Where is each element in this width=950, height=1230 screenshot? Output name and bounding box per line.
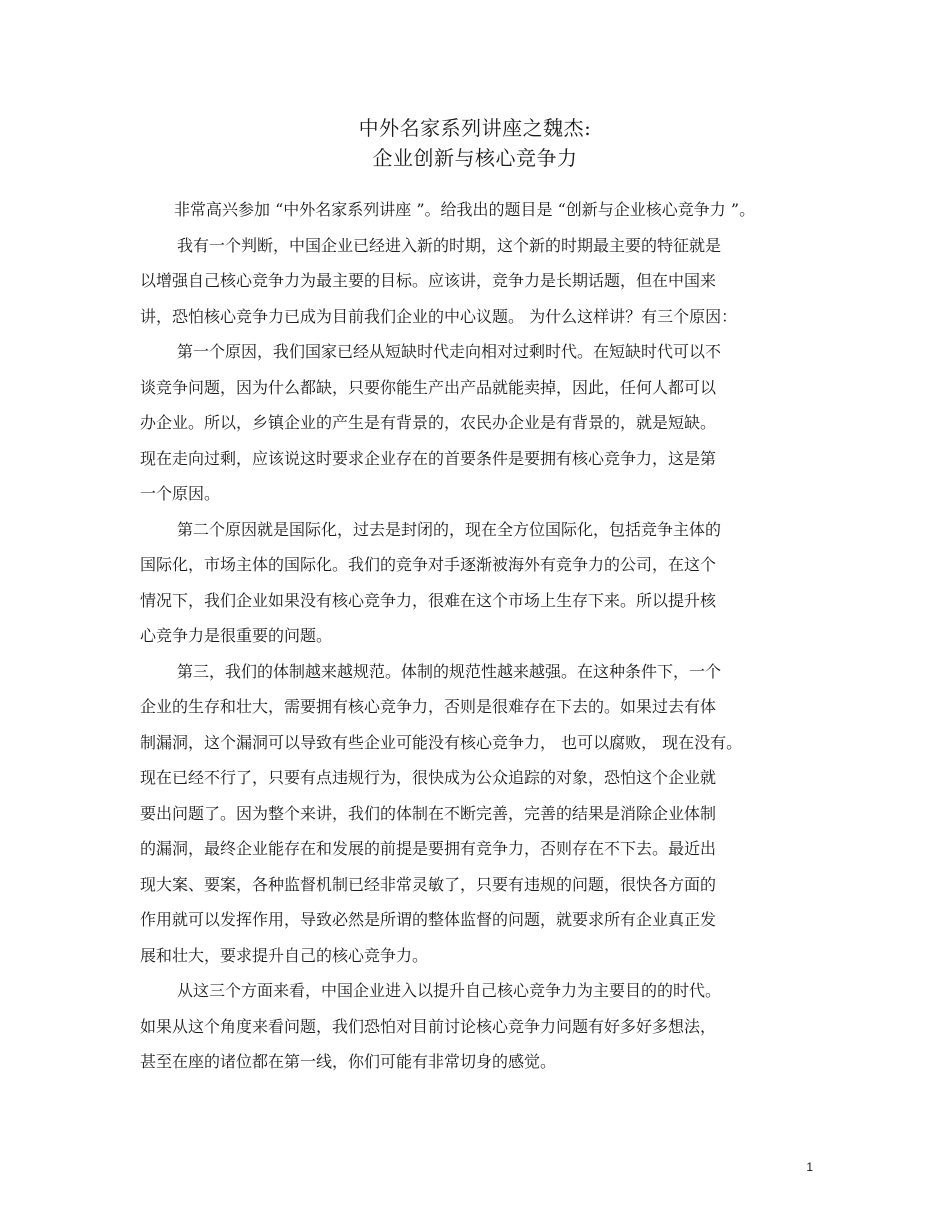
document-title [0, 113, 950, 173]
document-body [140, 192, 820, 1080]
body-line: 如果从这个角度来看问题，我们恐怕对目前讨论核心竞争力问题有好多好多想法， [140, 1016, 717, 1036]
title-line-1: 中外名家系列讲座之魏杰: [358, 116, 592, 140]
body-line: 第一个原因，我们国家已经从短缺时代走向相对过剩时代。在短缺时代可以不 [177, 342, 722, 361]
body-line: 从这三个方面来看，中国企业进入以提升自己核心竞争力为主要目的的时代。 [177, 981, 722, 1000]
body-line: 企业的生存和壮大，需要拥有核心竞争力，否则是很难存在下去的。如果过去有体 [140, 697, 717, 716]
body-line: 第二个原因就是国际化，过去是封闭的，现在全方位国际化，包括竞争主体的 [177, 519, 722, 539]
title-line-2: 企业创新与核心竞争力 [372, 146, 578, 170]
body-line: 制漏洞，这个漏洞可以导致有些企业可能没有核心竞争力， 也可以腐败， 现在没有。 [140, 732, 743, 752]
body-line: 我有一个判断，中国企业已经进入新的时期，这个新的时期最主要的特征就是 [177, 235, 722, 255]
body-line: 作用就可以发挥作用，导致必然是所谓的整体监督的问题，就要求所有企业真正发 [140, 910, 717, 929]
body-line: 办企业。所以，乡镇企业的产生是有背景的，农民办企业是有背景的，就是短缺。 [140, 413, 717, 432]
page-number: 1 [806, 1160, 813, 1174]
body-line: 情况下，我们企业如果没有核心竞争力，很难在这个市场上生存下来。所以提升核 [140, 590, 717, 610]
body-line: 现在走向过剩，应该说这时要求企业存在的首要条件是要拥有核心竞争力，这是第 [140, 448, 717, 468]
body-line: 甚至在座的诸位都在第一线，你们可能有非常切身的感觉。 [140, 1052, 557, 1071]
body-line: 要出问题了。因为整个来讲，我们的体制在不断完善，完善的结果是消除企业体制 [140, 803, 717, 823]
body-line: 谈竞争问题，因为什么都缺，只要你能生产出产品就能卖掉，因此，任何人都可以 [140, 377, 717, 397]
body-line: 讲，恐怕核心竞争力已成为目前我们企业的中心议题。 为什么这样讲？有三个原因： [140, 306, 738, 326]
body-line: 现在已经不行了，只要有点违规行为，很快成为公众追踪的对象，恐怕这个企业就 [140, 768, 717, 787]
body-line: 国际化，市场主体的国际化。我们的竞争对手逐渐被海外有竞争力的公司，在这个 [140, 555, 717, 574]
body-line: 一个原因。 [140, 484, 221, 503]
body-line: 的漏洞，最终企业能存在和发展的前提是要拥有竞争力，否则存在不下去。最近出 [140, 839, 717, 858]
body-line: 第三，我们的体制越来越规范。体制的规范性越来越强。在这种条件下，一个 [177, 661, 722, 681]
body-line: 展和壮大，要求提升自己的核心竞争力。 [140, 945, 429, 965]
body-line: 现大案、要案，各种监督机制已经非常灵敏了，只要有违规的问题，很快各方面的 [140, 874, 717, 894]
body-line: 非常高兴参加 “中外名家系列讲座 ”。给我出的题目是 “创新与企业核心竞争力 ”。 [174, 200, 756, 219]
body-line: 心竞争力是很重要的问题。 [140, 626, 333, 645]
body-line: 以增强自己核心竞争力为最主要的目标。应该讲，竞争力是长期话题，但在中国来 [140, 271, 717, 290]
